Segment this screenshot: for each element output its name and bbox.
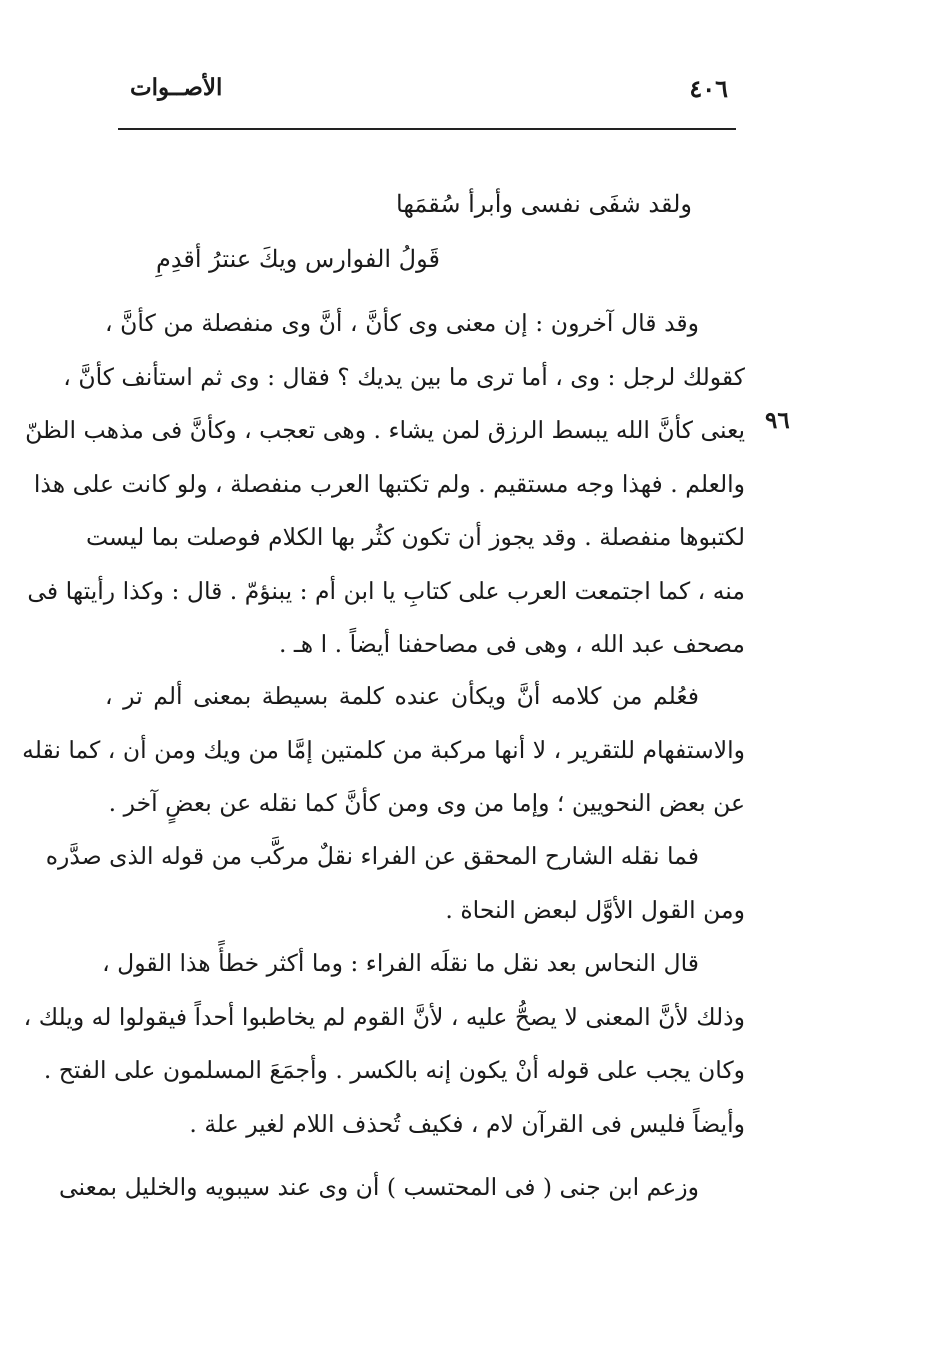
header-rule xyxy=(118,128,736,130)
text-line: كقولك لرجل : وى ، أما ترى ما بين يديك ؟ فقال : وى ثم استأنف كأنَّ ، xyxy=(63,362,745,391)
verse-second-hemistich: قَولُ الفوارس ويكَ عنترُ أقدِمِ xyxy=(155,245,440,273)
paragraph-3 xyxy=(45,830,745,937)
paragraph-5 xyxy=(58,1161,745,1215)
text-line: يعنى كأنَّ الله يبسط الرزق لمن يشاء . وهى تعجب ، وكأنَّ فى مذهب الظنّ xyxy=(25,416,745,444)
section-title: الأصــوات xyxy=(130,74,223,101)
page-number: ٤٠٦ xyxy=(689,74,728,103)
paragraph-1 xyxy=(25,297,745,672)
text-line: عن بعض النحويين ؛ وإما من وى ومن كأنَّ كما نقله عن بعضٍ آخر . xyxy=(108,789,745,817)
margin-line-number: ٩٦ xyxy=(765,407,790,434)
text-line: قال النحاس بعد نقل ما نقلَه الفراء : وما أكثر خطأً هذا القول ، xyxy=(102,949,699,977)
verse-first-hemistich: ولقد شفَى نفسى وأبرأ سُقمَها xyxy=(396,190,692,218)
text-line: منه ، كما اجتمعت العرب على كتابِ يا ابن أم : يبنؤمّ . قال : وكذا رأيتها فى xyxy=(27,576,745,605)
text-line: وكان يجب على قوله أنْ يكون إنه بالكسر . وأجمَعَ المسلمون على الفتح . xyxy=(43,1056,745,1084)
text-line: وزعم ابن جنى ( فى المحتسب ) أن وى عند سيبويه والخليل بمعنى xyxy=(58,1173,699,1201)
text-line: وذلك لأنَّ المعنى لا يصحُّ عليه ، لأنَّ القوم لم يخاطبوا أحداً فيقولوا له ويلك ، xyxy=(23,1002,745,1031)
text-line: ومن القول الأوَّل لبعض النحاة . xyxy=(445,895,745,924)
text-line: والاستفهام للتقرير ، لا أنها مركبة من كلمتين إمَّا من ويك ومن أن ، كما نقله xyxy=(22,735,745,764)
text-line: مصحف عبد الله ، وهى فى مصاحفنا أيضاً . ا هـ . xyxy=(278,630,745,658)
text-line: وقد قال آخرون : إن معنى وى كأنَّ ، أنَّ وى منفصلة من كأنَّ ، xyxy=(105,309,699,337)
text-line: فعُلم من كلامه أنَّ ويكأن عنده كلمة بسيطة بمعنى ألم تر ، xyxy=(105,682,699,710)
paragraph-4 xyxy=(23,937,745,1151)
text-line: فما نقله الشارح المحقق عن الفراء نقلٌ مركَّب من قوله الذى صدَّره xyxy=(45,842,699,870)
text-line: والعلم . فهذا وجه مستقيم . ولم تكتبها العرب منفصلة ، ولو كانت على هذا xyxy=(33,469,745,498)
paragraph-2 xyxy=(22,670,745,831)
text-line: لكتبوها منفصلة . وقد يجوز أن تكون كثُر بها الكلام فوصلت بما ليست xyxy=(85,523,745,551)
running-head xyxy=(118,70,736,110)
text-line: وأيضاً فليس فى القرآن لام ، فكيف تُحذف اللام لغير علة . xyxy=(189,1109,745,1138)
